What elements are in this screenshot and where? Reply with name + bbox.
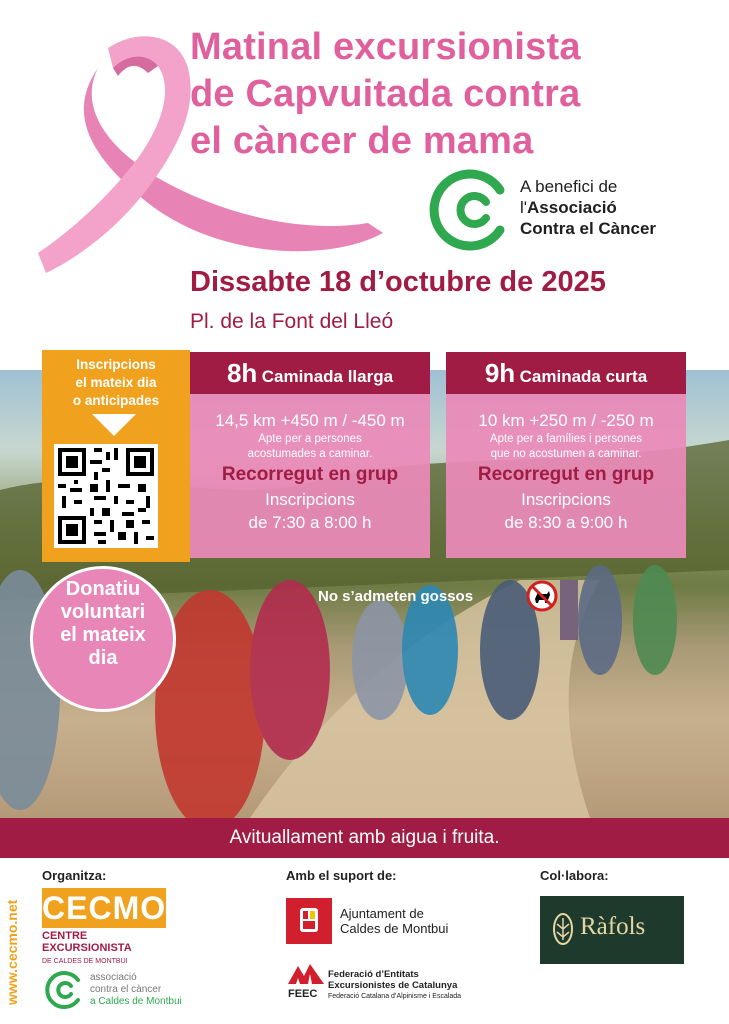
feec-name: Federació d’Entitats Excursionistes de Catalunya Federació Catalana d’Alpinisme i Escalada — [328, 969, 462, 1000]
long-walk-header: 8h Caminada llarga — [190, 352, 430, 394]
event-date: Dissabte 18 d’octubre de 2025 — [190, 266, 606, 298]
no-dogs-notice: No s’admeten gossos — [318, 588, 474, 605]
event-place: Pl. de la Font del Lleó — [190, 310, 394, 333]
cecmo-name: CENTRE EXCURSIONISTA DE CALDES DE MONTBUI — [42, 930, 132, 965]
website-link[interactable]: www.cecmo.net — [4, 899, 20, 1005]
registration-text: Inscripcions el mateix dia o anticipades — [72, 357, 160, 408]
aecc-local-name: associació contra el càncer a Caldes de Montbui — [90, 972, 182, 1007]
feec-logo-text: FEEC — [288, 988, 318, 1000]
long-walk-details: 14,5 km +450 m / -450 m Apte per a persones acostumades a caminar. Recorregut en grup Inscripcions de 7:30 a 8:00 h — [215, 411, 405, 532]
rafols-emblem-icon — [552, 912, 574, 946]
qr-code-icon[interactable] — [54, 444, 158, 548]
supplies-banner: Avituallament amb aigua i fruita. — [0, 818, 729, 858]
short-walk-details: 10 km +250 m / -250 m Apte per a famílies i persones que no acostumen a caminar. Recorregut en grup Inscripcions de 8:30 a 9:00 h — [477, 411, 655, 532]
feec-mountain-icon — [288, 962, 324, 986]
donation-text: Donatiu voluntari el mateix dia — [60, 578, 146, 669]
event-title: Matinal excursionista de Capvuitada contra el càncer de mama — [190, 26, 581, 162]
beneficiary-text: A benefici de l'Associació Contra el Càncer — [520, 177, 657, 238]
aecc-local-logo-icon — [44, 970, 84, 1010]
support-label: Amb el suport de: — [286, 868, 397, 883]
cecmo-logo: CECMO — [42, 890, 167, 926]
aecc-c-logo-icon — [428, 168, 512, 252]
no-dogs-icon — [526, 580, 558, 612]
ajuntament-shield-icon — [286, 898, 332, 944]
down-arrow-icon — [92, 414, 136, 436]
rafols-name: Ràfols — [580, 913, 646, 940]
collab-label: Col·labora: — [540, 868, 609, 883]
organizes-label: Organitza: — [42, 868, 107, 883]
short-walk-header: 9h Caminada curta — [446, 352, 686, 394]
ajuntament-name: Ajuntament de Caldes de Montbui — [340, 906, 449, 936]
